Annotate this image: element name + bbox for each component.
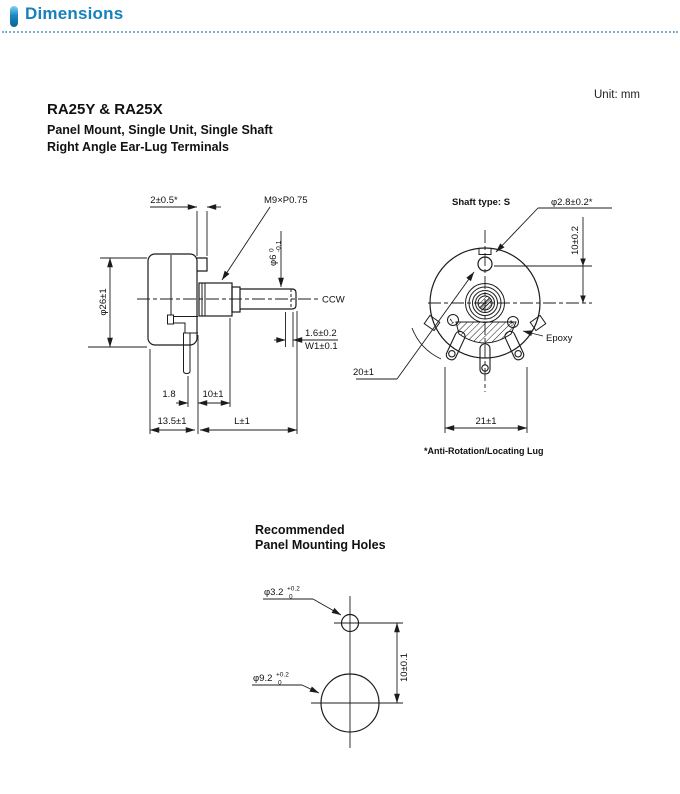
large-hole-tol-upper: +0.2 [276, 671, 289, 679]
body-outline [148, 254, 197, 345]
panel-holes-view [311, 596, 403, 748]
dim-body-depth-label: 13.5±1 [157, 416, 187, 427]
ccw-label: CCW [322, 294, 345, 306]
large-hole-tol-lower: 0 [278, 679, 282, 687]
dim-terminal-span-label: 21±1 [475, 416, 497, 427]
anti-rotation-note: *Anti-Rotation/Locating Lug [424, 446, 544, 456]
locating-lug-side [197, 258, 207, 271]
shaft-type-label: Shaft type: S [452, 197, 511, 208]
unit-label: Unit: mm [594, 89, 640, 101]
svg-text:φ6: φ6 [268, 254, 279, 266]
shaft-tol-upper: 0 [268, 248, 276, 252]
dim-shaft-length-label: L±1 [234, 416, 250, 427]
small-hole-tol-upper: +0.2 [287, 585, 300, 593]
dim-slot-depth-label: W1±0.1 [305, 341, 338, 352]
subtitle-line-1: Panel Mount, Single Unit, Single Shaft [47, 123, 273, 137]
dim-hole-distance-label: 10±0.1 [399, 653, 410, 682]
terminal-arc [412, 328, 441, 359]
small-hole-tol-lower: 0 [289, 593, 293, 601]
model-name: RA25Y & RA25X [47, 101, 163, 118]
panel-holes-dimensions [252, 599, 397, 703]
dim-terminal-offset-label: 1.8 [162, 389, 176, 400]
terminal-1-number: 1 [448, 317, 456, 326]
svg-text:φ3.2: φ3.2 [264, 587, 284, 598]
epoxy-leader [523, 331, 543, 336]
section-title: Dimensions [25, 4, 124, 23]
terminal-3-number: 3 [508, 319, 516, 328]
epoxy-label: Epoxy [546, 333, 573, 344]
dim-lug-distance-label: 10±0.2 [570, 226, 581, 255]
thread-leader [222, 207, 270, 280]
panel-holes-title-line1: Recommended [255, 523, 345, 537]
shaft-collar [232, 287, 240, 312]
panel-holes-title-line2: Panel Mounting Holes [255, 538, 386, 552]
svg-text:φ9.2: φ9.2 [253, 673, 273, 684]
dim-terminal-arc-label: 20±1 [353, 367, 375, 378]
dim-shaft-dia-label [268, 240, 283, 266]
large-hole-leader [302, 685, 319, 693]
dim-thread-label: M9×P0.75 [264, 195, 308, 206]
subtitle-line-2: Right Angle Ear-Lug Terminals [47, 140, 229, 154]
small-hole-leader [313, 599, 341, 615]
shaft-tol-lower: -0.1 [275, 240, 283, 252]
lug-hole-leader [496, 208, 538, 252]
dim-bushing-length-label: 10±1 [202, 389, 224, 400]
large-hole-label [253, 672, 289, 687]
dim-slot-width-label: 1.6±0.2 [305, 328, 337, 339]
front-view [412, 230, 592, 392]
dim-lug-label: 2±0.5* [150, 195, 178, 206]
small-hole-label [264, 586, 300, 601]
dim-lug-hole-label: φ2.8±0.2* [551, 197, 593, 208]
dim-body-dia-label: φ26±1 [98, 288, 109, 316]
threaded-bushing [199, 283, 232, 316]
